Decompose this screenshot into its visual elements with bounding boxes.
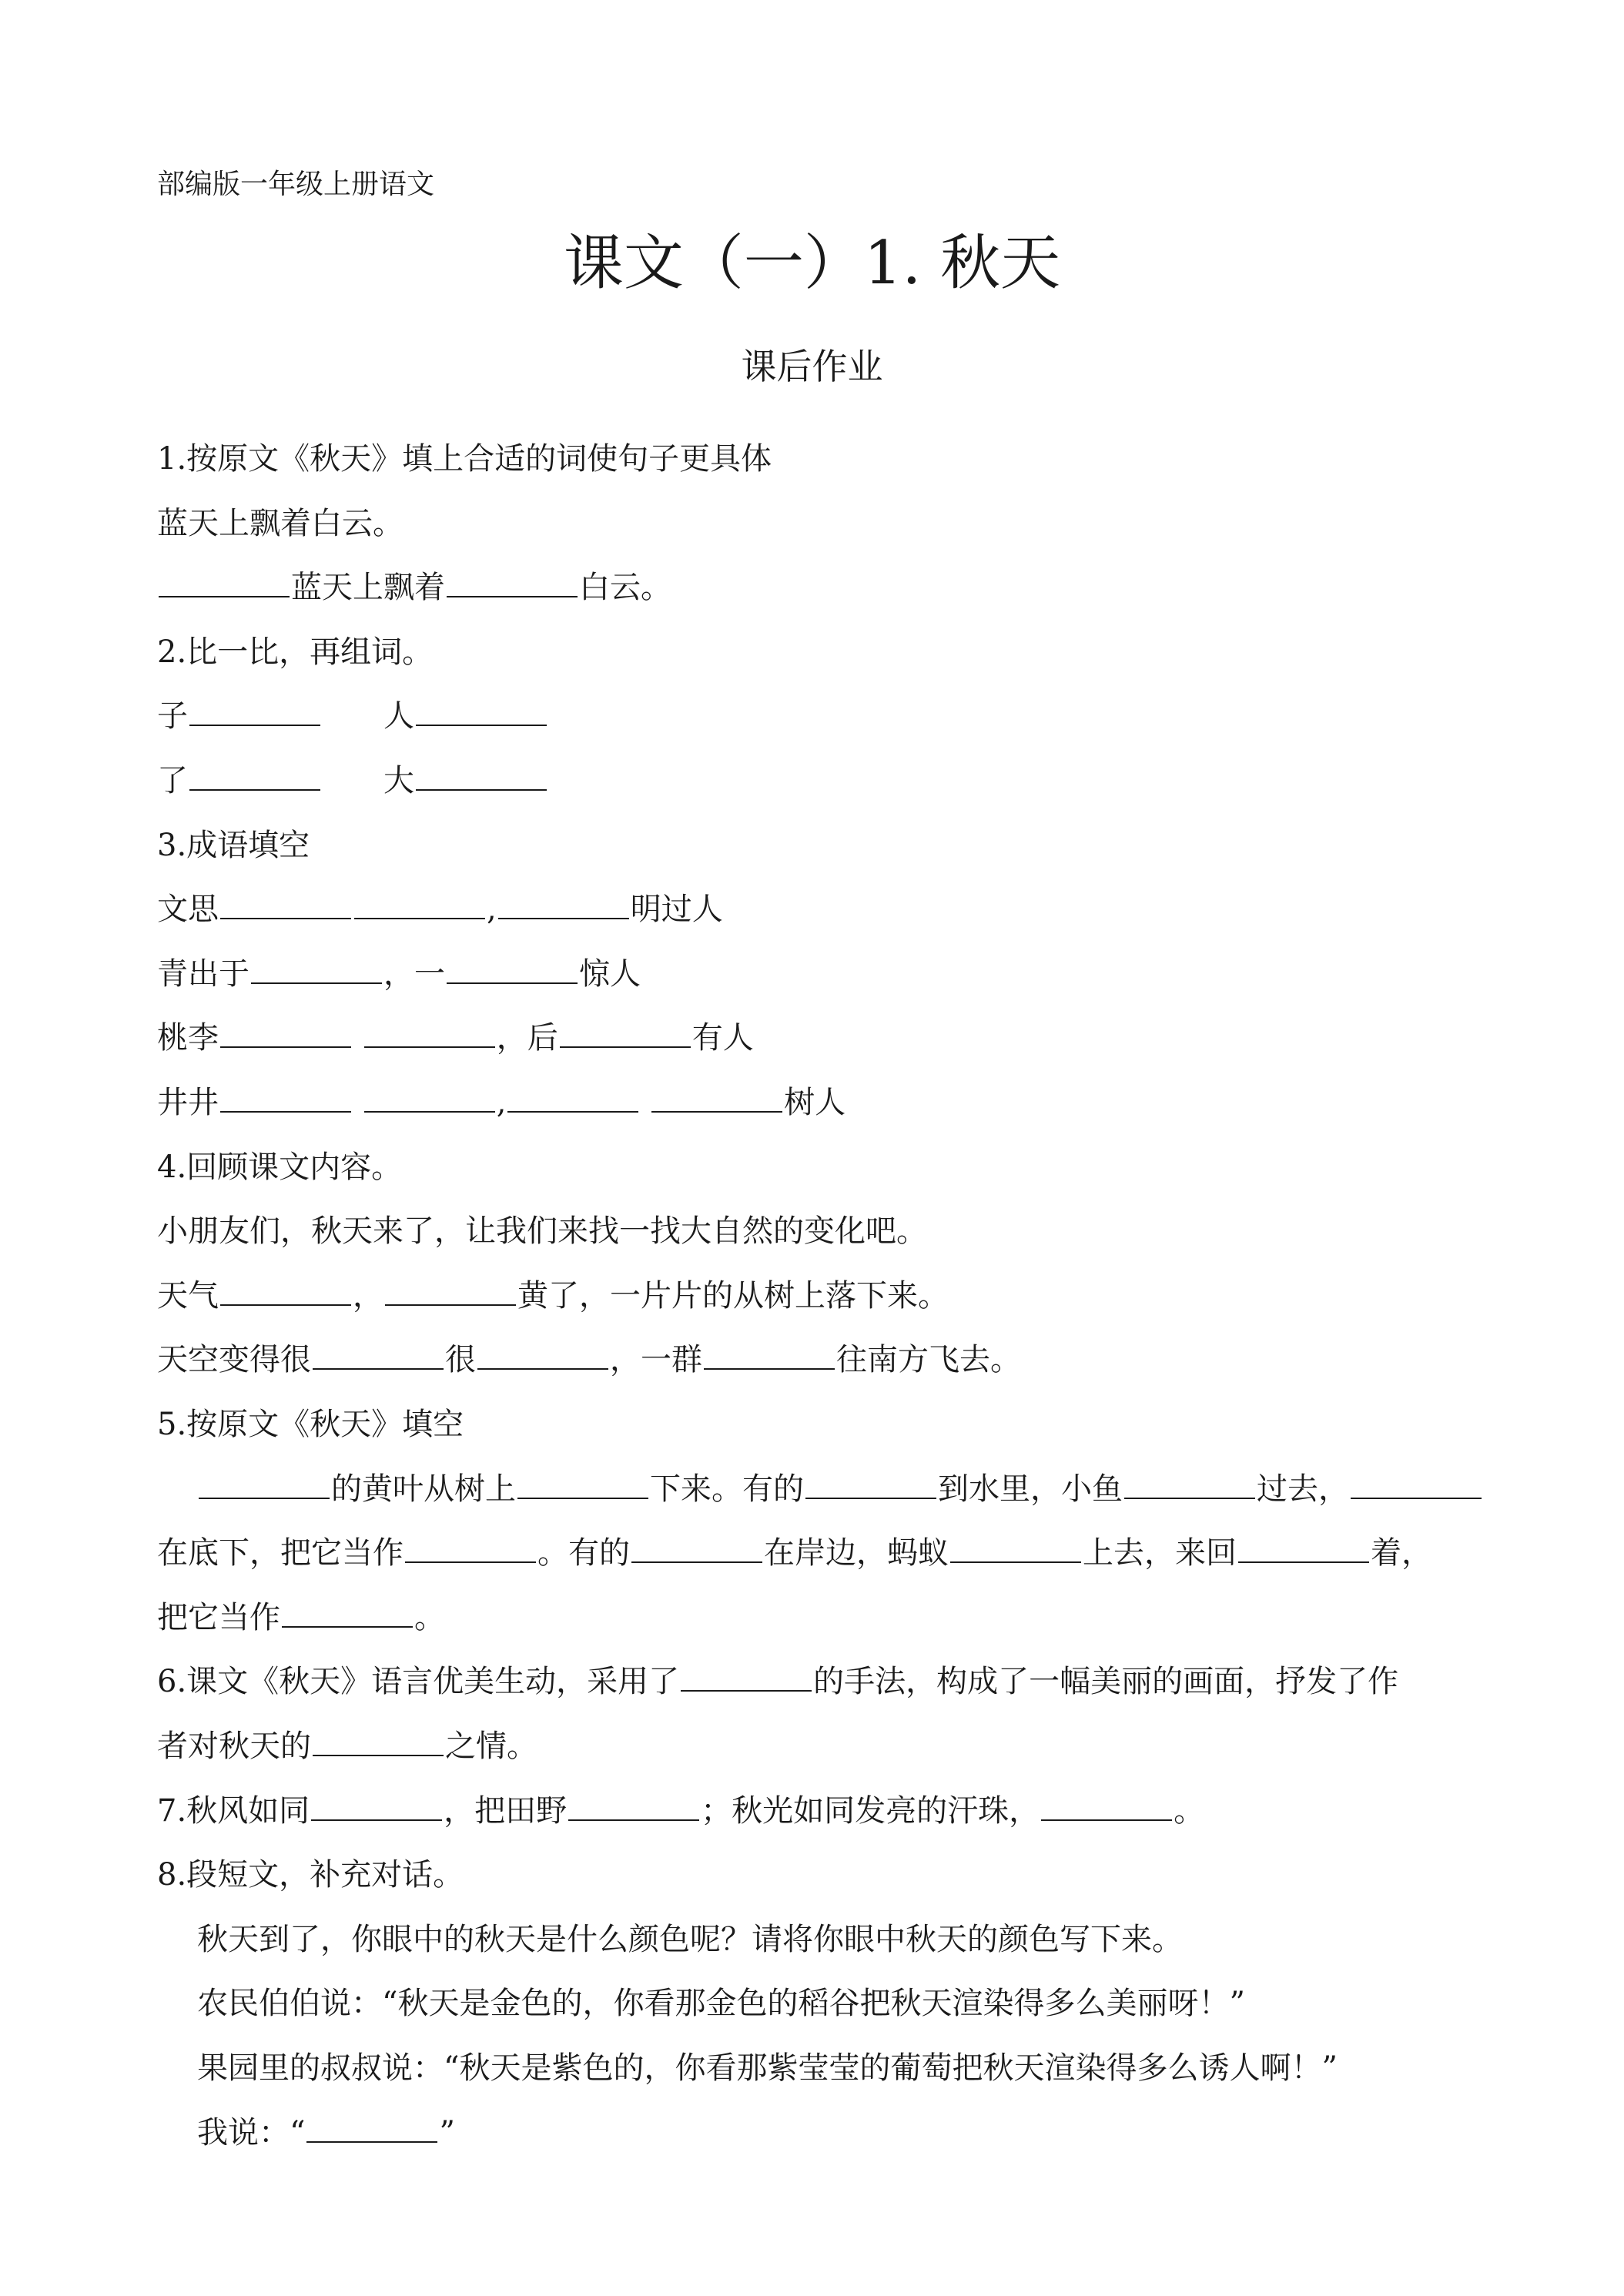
answer-blank[interactable] <box>1351 1468 1482 1499</box>
line-text: ” <box>439 2114 455 2150</box>
line-text: 1.按原文《秋天》填上合适的词使句子更具体 <box>157 441 772 477</box>
line-text: 在岸边，蚂蚁 <box>764 1535 949 1571</box>
line-text: , <box>487 892 497 928</box>
line-text: 的手法，构成了一幅美丽的画面，抒发了作 <box>813 1664 1399 1700</box>
answer-blank[interactable] <box>159 567 290 597</box>
worksheet-line <box>197 1980 1245 2027</box>
worksheet-line <box>157 564 671 611</box>
line-text: 蓝天上飘着 <box>291 570 445 606</box>
line-text: 到水里，小鱼 <box>938 1471 1123 1507</box>
page-subtitle: 课后作业 <box>741 346 883 387</box>
line-text: 往南方飞去。 <box>836 1342 1021 1378</box>
line-text: ；秋光如同发亮的汗珠， <box>701 1792 1040 1829</box>
line-text: 黄了，一片片的从树上落下来。 <box>517 1277 949 1314</box>
worksheet-line <box>157 500 403 547</box>
line-text: ，后 <box>496 1020 558 1056</box>
worksheet-line <box>157 1658 1398 1705</box>
answer-blank[interactable] <box>560 1017 691 1048</box>
worksheet-line <box>157 1337 1021 1383</box>
line-text <box>353 1085 363 1120</box>
answer-blank[interactable] <box>199 1468 330 1499</box>
line-text: 把它当作 <box>157 1599 280 1635</box>
line-text: 有人 <box>691 1020 754 1056</box>
worksheet-line <box>157 822 310 869</box>
answer-blank[interactable] <box>447 567 578 597</box>
line-text: 白云。 <box>579 570 671 606</box>
worksheet-line <box>197 2110 455 2156</box>
line-text: 蓝天上飘着白云。 <box>157 505 403 541</box>
answer-blank[interactable] <box>416 695 547 726</box>
line-text: 上去，来回 <box>1083 1535 1237 1571</box>
worksheet-line <box>157 1144 402 1190</box>
line-text: 4.回顾课文内容。 <box>157 1149 403 1185</box>
answer-blank[interactable] <box>385 1275 516 1306</box>
line-text: 秋天到了，你眼中的秋天是什么颜色呢？请将你眼中秋天的颜色写下来。 <box>197 1921 1183 1957</box>
line-text: 小朋友们，秋天来了，让我们来找一找大自然的变化吧。 <box>157 1213 927 1250</box>
answer-blank[interactable] <box>220 889 351 919</box>
answer-blank[interactable] <box>805 1468 936 1499</box>
line-text: 惊人 <box>579 956 641 992</box>
worksheet-line <box>197 2045 1338 2091</box>
line-text: 天气 <box>157 1277 219 1314</box>
answer-blank[interactable] <box>311 1790 442 1821</box>
answer-blank[interactable] <box>306 2112 437 2143</box>
line-text: 果园里的叔叔说：“秋天是紫色的，你看那紫莹莹的葡萄把秋天渲染得多么诱人啊！” <box>197 2050 1338 2086</box>
worksheet-line <box>157 1788 1204 1834</box>
worksheet-line <box>197 1466 1483 1512</box>
answer-blank[interactable] <box>189 695 320 726</box>
line-text: 6.课文《秋天》语言优美生动，采用了 <box>157 1664 680 1700</box>
line-text: 2.比一比，再组词。 <box>157 634 434 670</box>
answer-blank[interactable] <box>313 1339 444 1370</box>
line-text <box>640 1085 650 1120</box>
answer-blank[interactable] <box>220 1082 351 1113</box>
line-text: 文思 <box>157 892 219 928</box>
answer-blank[interactable] <box>220 1017 351 1048</box>
worksheet-line <box>157 1079 845 1126</box>
line-text: 过去， <box>1257 1471 1349 1507</box>
line-text: 3.成语填空 <box>157 827 310 863</box>
answer-blank[interactable] <box>950 1532 1081 1563</box>
answer-blank[interactable] <box>189 760 320 791</box>
answer-blank[interactable] <box>1124 1468 1255 1499</box>
answer-blank[interactable] <box>498 889 629 919</box>
answer-blank[interactable] <box>1238 1532 1369 1563</box>
answer-blank[interactable] <box>568 1790 699 1821</box>
line-text: 明过人 <box>630 892 723 928</box>
line-text: 者对秋天的 <box>157 1729 311 1764</box>
answer-blank[interactable] <box>282 1597 413 1628</box>
line-text: 在底下，把它当作 <box>157 1535 403 1571</box>
answer-blank[interactable] <box>220 1275 351 1306</box>
worksheet-line <box>157 693 548 739</box>
line-text: 桃李 <box>157 1020 219 1056</box>
answer-blank[interactable] <box>477 1339 608 1370</box>
series-header: 部编版一年级上册语文 <box>157 169 435 200</box>
line-text: 很 <box>445 1342 476 1378</box>
worksheet-line <box>157 1852 464 1898</box>
worksheet-line <box>157 629 433 675</box>
line-text: 着， <box>1371 1535 1432 1571</box>
line-text: ，一群 <box>610 1342 702 1378</box>
worksheet-line <box>157 1530 1432 1576</box>
line-text: 子 <box>157 698 188 735</box>
answer-blank[interactable] <box>405 1532 536 1563</box>
line-text: ，把田野 <box>444 1792 568 1829</box>
line-text: 天空变得很 <box>157 1342 311 1378</box>
worksheet-line <box>157 1595 445 1641</box>
worksheet-line <box>157 951 641 997</box>
worksheet-line <box>157 1273 949 1319</box>
answer-blank[interactable] <box>517 1468 648 1499</box>
worksheet-line <box>157 1723 537 1769</box>
worksheet-line <box>157 1208 927 1254</box>
line-text: 青出于 <box>157 956 249 992</box>
line-text: 树人 <box>784 1085 846 1120</box>
line-text: 。 <box>1174 1792 1205 1829</box>
answer-blank[interactable] <box>251 953 382 984</box>
answer-blank[interactable] <box>681 1661 812 1692</box>
line-text: 大 <box>322 763 414 798</box>
line-text: 7.秋风如同 <box>157 1792 310 1829</box>
answer-blank[interactable] <box>364 1082 495 1113</box>
worksheet-line <box>157 436 772 482</box>
answer-blank[interactable] <box>507 1082 638 1113</box>
line-text: 农民伯伯说：“秋天是金色的，你看那金色的稻谷把秋天渲染得多么美丽呀！” <box>197 1986 1245 2022</box>
line-text: 。 <box>414 1599 445 1635</box>
line-text: 井井 <box>157 1085 219 1120</box>
line-text: 之情。 <box>445 1729 537 1764</box>
worksheet-line <box>197 1916 1183 1963</box>
line-text: 8.段短文，补充对话。 <box>157 1857 464 1893</box>
answer-blank[interactable] <box>354 889 485 919</box>
answer-blank[interactable] <box>704 1339 835 1370</box>
worksheet-line <box>157 1015 754 1061</box>
answer-blank[interactable] <box>651 1082 782 1113</box>
answer-blank[interactable] <box>447 953 578 984</box>
line-text: 5.按原文《秋天》填空 <box>157 1407 464 1442</box>
line-text: 我说：“ <box>197 2114 306 2150</box>
worksheet-line <box>157 886 723 932</box>
line-text: 人 <box>322 698 414 735</box>
answer-blank[interactable] <box>364 1017 495 1048</box>
line-text: 下来。有的 <box>650 1471 804 1507</box>
answer-blank[interactable] <box>313 1725 444 1756</box>
line-text: 了 <box>157 763 188 798</box>
worksheet-line <box>157 758 548 804</box>
worksheet-line <box>157 1401 464 1448</box>
answer-blank[interactable] <box>631 1532 762 1563</box>
answer-blank[interactable] <box>1041 1790 1172 1821</box>
line-text: 。有的 <box>537 1535 630 1571</box>
line-text <box>353 1020 363 1056</box>
answer-blank[interactable] <box>416 760 547 791</box>
page-title: 课文（一）1. 秋天 <box>563 229 1061 298</box>
line-text: , <box>496 1085 507 1120</box>
line-text: ， <box>353 1277 383 1314</box>
line-text: ，一 <box>383 956 445 992</box>
line-text: 的黄叶从树上 <box>331 1471 516 1507</box>
